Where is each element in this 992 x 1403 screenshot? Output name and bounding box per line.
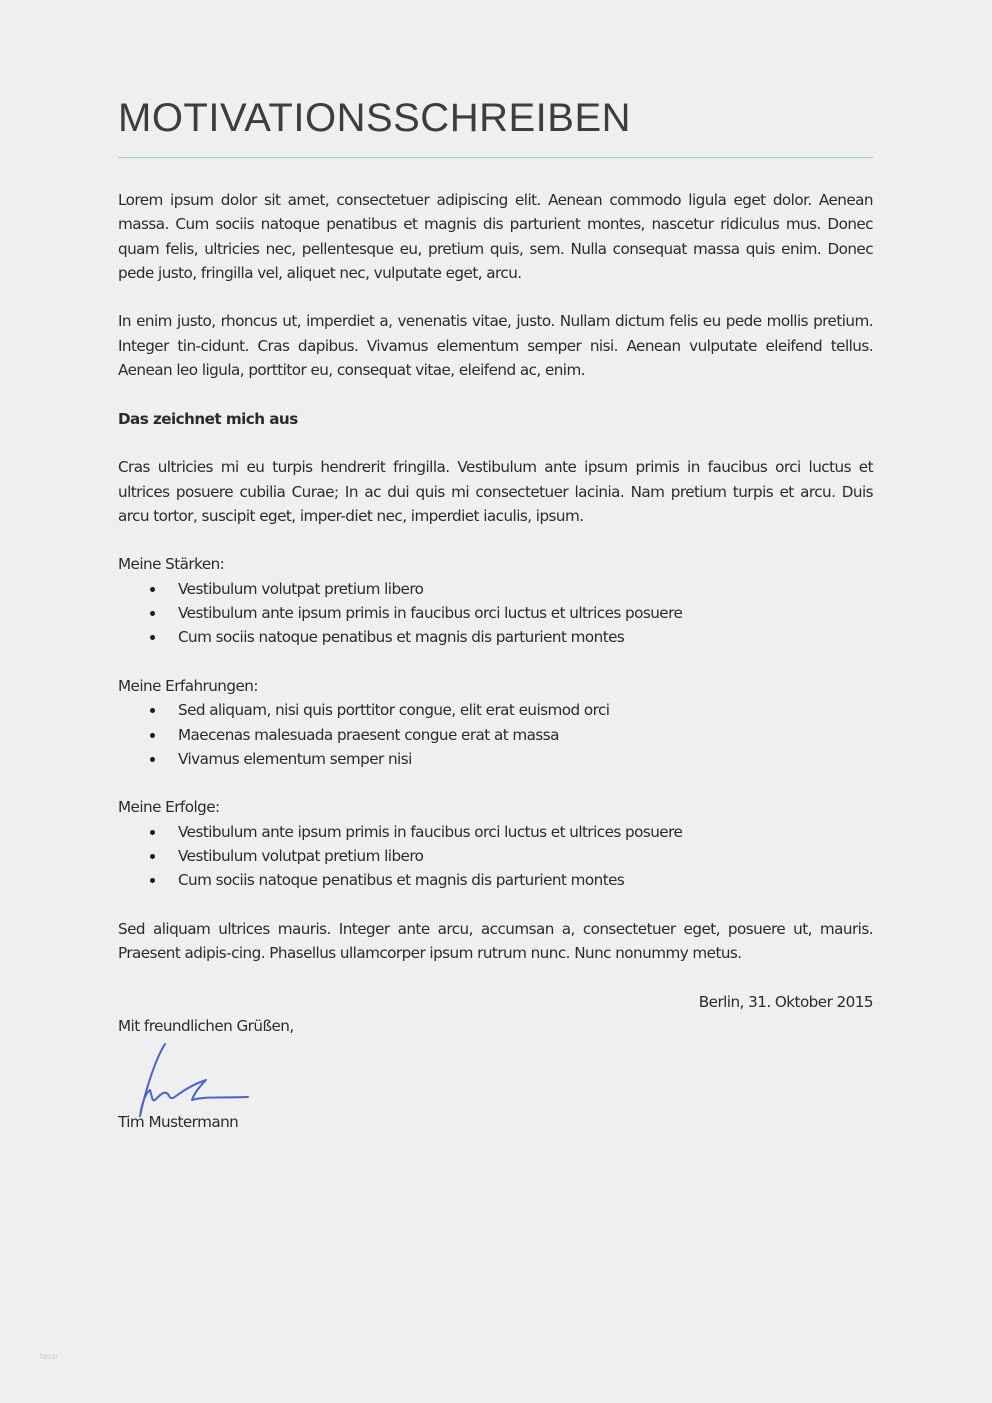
list-item: Vestibulum ante ipsum primis in faucibus orci luctus et ultrices posuere xyxy=(178,601,873,625)
watermark: tecp xyxy=(40,1352,58,1361)
list-label-staerken: Meine Stärken: xyxy=(118,555,225,574)
list-item: Cum sociis natoque penatibus et magnis dis parturient montes xyxy=(178,868,873,892)
paragraph-intro: Lorem ipsum dolor sit amet, consectetuer adipiscing elit. Aenean commodo ligula eget dolor. Aenean massa. Cum sociis natoque penatibus et magnis dis parturient montes, nascetur ridiculus mus. Donec quam felis, ultricies nec, pellentesque eu, pretium quis, sem. Nulla consequat massa quis enim. Donec pede justo, fringilla vel, aliquet nec, vulputate eget, arcu. xyxy=(118,191,873,282)
list-item: Vestibulum volutpat pretium libero xyxy=(178,577,873,601)
list-item: Sed aliquam, nisi quis porttitor congue, elit erat euismod orci xyxy=(178,698,873,722)
closing-salutation: Mit freundlichen Grüßen, xyxy=(118,1017,294,1036)
list-staerken xyxy=(118,577,873,650)
document-title: MOTIVATIONSSCHREIBEN xyxy=(118,96,632,140)
paragraph-second: In enim justo, rhoncus ut, imperdiet a, venenatis vitae, justo. Nullam dictum felis eu pede mollis pretium. Integer tin-cidunt. Cras dapibus. Vivamus elementum semper nisi. Aenean vulputate eleifend tellus. Aenean leo ligula, porttitor eu, consequat vitae, eleifend ac, enim. xyxy=(118,312,873,380)
list-item: Maecenas malesuada praesent congue erat at massa xyxy=(178,723,873,747)
list-item: Vivamus elementum semper nisi xyxy=(178,747,873,771)
list-label-erfahrungen: Meine Erfahrungen: xyxy=(118,676,258,695)
paragraph-third: Cras ultricies mi eu turpis hendrerit fringilla. Vestibulum ante ipsum primis in faucibus orci luctus et ultrices posuere cubilia Curae; In ac dui quis mi consectetuer lacinia. Nam pretium turpis et arcu. Duis arcu tortor, suscipit eget, imper-diet nec, imperdiet iaculis, ipsum. xyxy=(118,458,873,525)
list-item: Cum sociis natoque penatibus et magnis dis parturient montes xyxy=(178,625,873,649)
paragraph-closing: Sed aliquam ultrices mauris. Integer ante arcu, accumsan a, consectetuer eget, posuere ut, mauris. Praesent adipis-cing. Phasellus ullamcorper ipsum rutrum nunc. Nunc nonummy metus. xyxy=(118,919,873,963)
signature xyxy=(118,1038,873,1110)
list-label-erfolge: Meine Erfolge: xyxy=(118,798,220,817)
list-item: Vestibulum ante ipsum primis in faucibus orci luctus et ultrices posuere xyxy=(178,820,873,844)
signature-icon xyxy=(118,1038,268,1118)
sender-name: Tim Mustermann xyxy=(118,1113,239,1132)
title-divider xyxy=(118,157,873,158)
list-erfahrungen xyxy=(118,698,873,771)
letter-body xyxy=(118,188,873,1135)
list-item: Vestibulum volutpat pretium libero xyxy=(178,844,873,868)
list-erfolge xyxy=(118,820,873,893)
section-heading: Das zeichnet mich aus xyxy=(118,409,298,428)
place-date: Berlin, 31. Oktober 2015 xyxy=(698,992,873,1011)
